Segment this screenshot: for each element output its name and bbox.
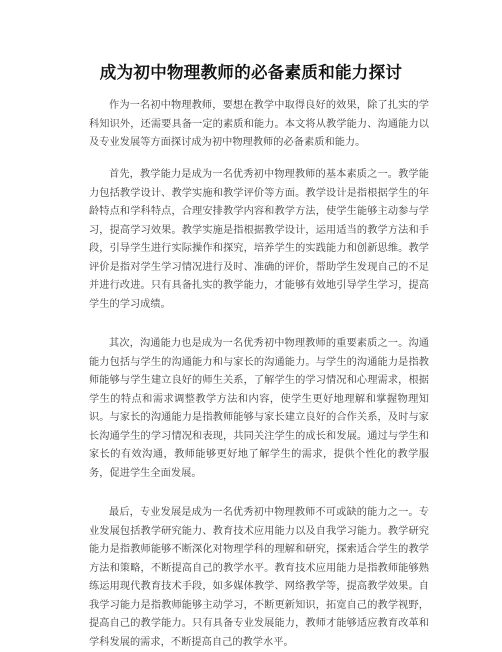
paragraph-teaching-ability: 首先，教学能力是成为一名优秀初中物理教师的基本素质之一。教学能力包括教学设计、教学实施和教学评价等方面。教学设计是指根据学生的年龄特点和学科特点，合理安排教学内容和教学方法，使学生能够主动参与学习，提高学习效果。教学实施是指根据教学设计，运用适当的教学方法和手段，引导学生进行实际操作和探究，培养学生的实践能力和创新思维。教学评价是指对学生学习情况进行及时、准确的评价，帮助学生发现自己的不足并进行改进。只有具备扎实的教学能力，才能够有效地引导学生学习，提高学生的学习成绩。 xyxy=(89,169,429,310)
document-title: 成为初中物理教师的必备素质和能力探讨 xyxy=(99,63,403,82)
paragraph-professional-development: 最后，专业发展是成为一名优秀初中物理教师不可或缺的能力之一。专业发展包括教学研究能力、教育技术应用能力以及自我学习能力。教学研究能力是指教师能够不断深化对物理学科的理解和研究，探索适合学生的教学方法和策略，不断提高自己的教学水平。教育技术应用能力是指教师能够熟练运用现代教育技术手段，如多媒体教学、网络教学等，提高教学效果。自我学习能力是指教师能够主动学习，不断更新知识，拓宽自己的教学视野，提高自己的教学能力。只有具备专业发展能力，教师才能够适应教育改革和学科发展的需求，不断提高自己的教学水平。 xyxy=(89,507,429,648)
paragraph-introduction: 作为一名初中物理教师，要想在教学中取得良好的效果，除了扎实的学科知识外，还需要具备一定的素质和能力。本文将从教学能力、沟通能力以及专业发展等方面探讨成为初中物理教师的必备素质和能力。 xyxy=(89,100,429,148)
paragraph-communication-ability: 其次，沟通能力也是成为一名优秀初中物理教师的重要素质之一。沟通能力包括与学生的沟通能力和与家长的沟通能力。与学生的沟通能力是指教师能够与学生建立良好的师生关系，了解学生的学习情况和心理需求，根据学生的特点和需求调整教学方法和内容，使学生更好地理解和掌握物理知识。与家长的沟通能力是指教师能够与家长建立良好的合作关系，及时与家长沟通学生的学习情况和表现，共同关注学生的成长和发展。通过与学生和家长的有效沟通，教师能够更好地了解学生的需求，提供个性化的教学服务，促进学生全面发展。 xyxy=(89,338,429,479)
